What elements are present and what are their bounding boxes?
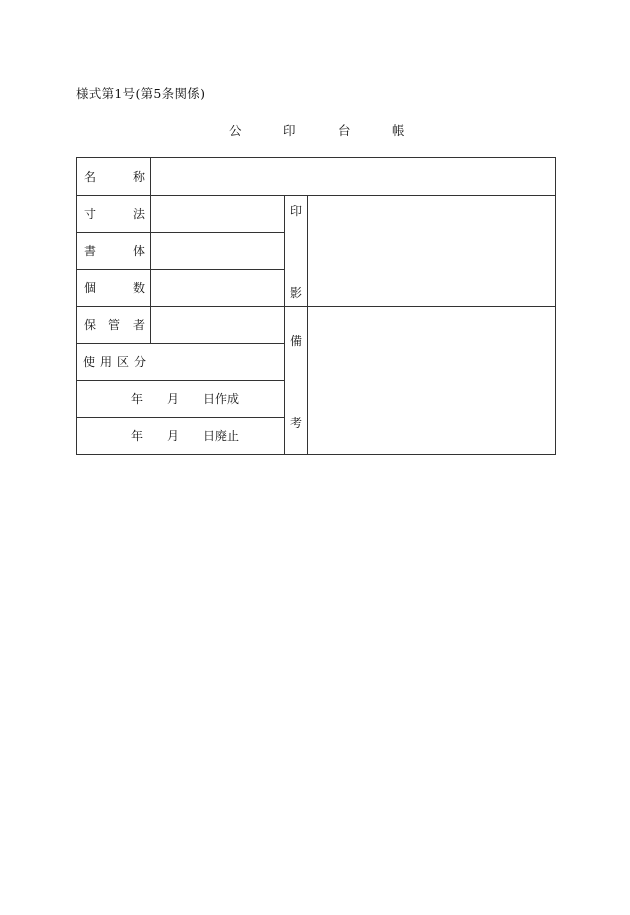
name-field[interactable] bbox=[151, 158, 555, 195]
abolished-day-label: 日廃止 bbox=[203, 429, 240, 443]
usage-label-char: 使 bbox=[83, 355, 96, 369]
created-day-label: 日作成 bbox=[203, 392, 240, 406]
remarks-label-char: 考 bbox=[290, 416, 303, 430]
form-number: 様式第1号(第5条関係) bbox=[76, 86, 206, 101]
name-label-char: 名 bbox=[84, 170, 97, 184]
seal-impression-area[interactable] bbox=[308, 196, 555, 306]
usage-label-char: 分 bbox=[134, 355, 147, 369]
typeface-label-char: 書 bbox=[84, 244, 97, 258]
name-label-char: 称 bbox=[133, 170, 146, 184]
title-char: 印 bbox=[283, 123, 296, 138]
custodian-label-char: 者 bbox=[133, 318, 146, 332]
created-month-label: 月 bbox=[167, 392, 180, 406]
usage-field[interactable] bbox=[151, 344, 284, 380]
custodian-field[interactable] bbox=[151, 307, 284, 343]
custodian-label-char: 保 bbox=[84, 318, 97, 332]
abolished-year-label: 年 bbox=[131, 429, 144, 443]
document-title bbox=[0, 121, 630, 139]
title-char: 公 bbox=[229, 123, 242, 138]
title-char: 帳 bbox=[392, 123, 405, 138]
created-date-field[interactable] bbox=[77, 381, 284, 417]
usage-label-char: 区 bbox=[117, 355, 130, 369]
count-label-char: 個 bbox=[84, 281, 97, 295]
remarks-label-char: 備 bbox=[290, 334, 303, 348]
custodian-label-char: 管 bbox=[108, 318, 121, 332]
size-field[interactable] bbox=[151, 196, 284, 232]
typeface-field[interactable] bbox=[151, 233, 284, 269]
size-label-char: 法 bbox=[133, 207, 146, 221]
remarks-area[interactable] bbox=[308, 307, 555, 454]
seal-ledger-table bbox=[76, 157, 556, 455]
impression-label-char: 影 bbox=[290, 286, 303, 300]
created-year-label: 年 bbox=[131, 392, 144, 406]
count-label-char: 数 bbox=[133, 281, 146, 295]
abolished-date-field[interactable] bbox=[77, 418, 284, 454]
abolished-month-label: 月 bbox=[167, 429, 180, 443]
usage-label-char: 用 bbox=[100, 355, 113, 369]
title-char: 台 bbox=[338, 123, 351, 138]
size-label-char: 寸 bbox=[84, 207, 97, 221]
count-field[interactable] bbox=[151, 270, 284, 306]
impression-label-char: 印 bbox=[290, 204, 303, 218]
typeface-label-char: 体 bbox=[133, 244, 146, 258]
